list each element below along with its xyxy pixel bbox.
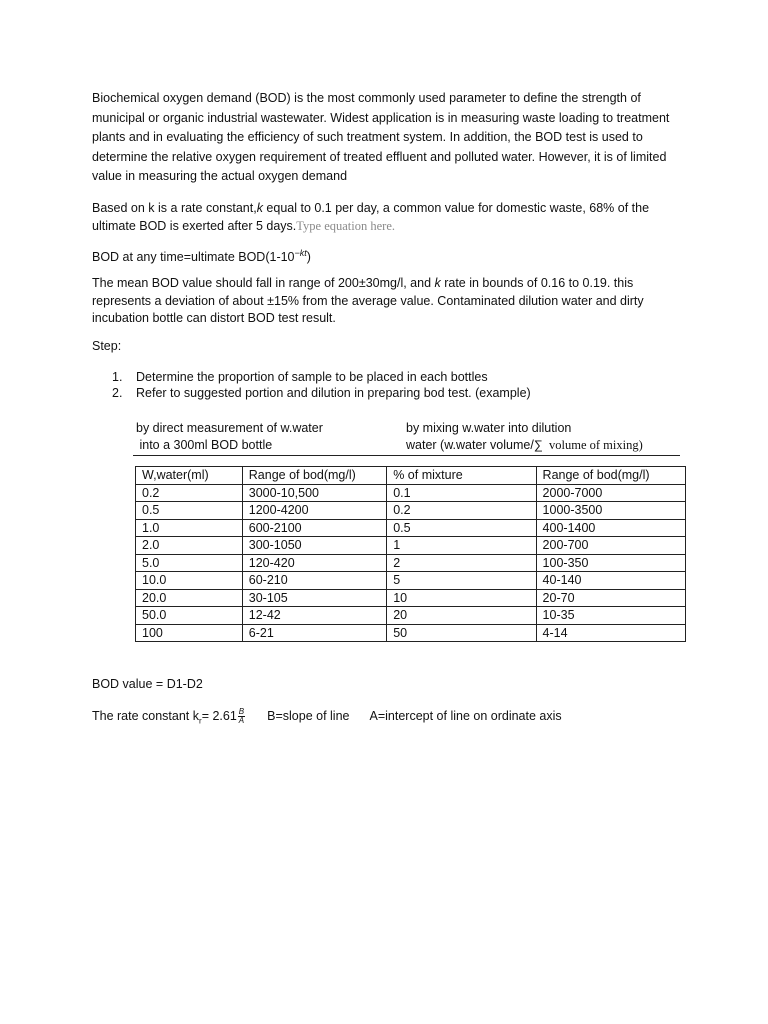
table-row — [136, 554, 686, 572]
table-cell: 50 — [387, 624, 536, 642]
sum-symbol: ∑ — [533, 438, 543, 452]
table-cell: 1000-3500 — [536, 502, 685, 520]
table-cell: 1200-4200 — [242, 502, 386, 520]
equation-placeholder[interactable]: Type equation here. — [296, 218, 396, 233]
heading-line: into a 300ml BOD bottle — [136, 438, 273, 452]
column-header: % of mixture — [387, 467, 536, 485]
mean-text-3: rate in bounds of 0.16 to 0.19. this represents a deviation of about — [92, 276, 634, 308]
heading-line: water (w.water volume/ — [406, 438, 534, 452]
rate-text: The rate constant k — [92, 708, 200, 723]
rate-subscript: r — [199, 716, 202, 726]
table-cell: 0.5 — [136, 502, 243, 520]
heading-line: volume of mixing) — [542, 438, 643, 452]
plus-minus-symbol: ± — [267, 293, 274, 308]
bod-any-time-formula — [92, 244, 311, 266]
table-row — [136, 484, 686, 502]
list-item — [112, 369, 672, 385]
table-cell: 12-42 — [242, 607, 386, 625]
mixing-heading — [406, 420, 643, 454]
table-cell: 5 — [387, 572, 536, 590]
mean-bod-paragraph — [92, 275, 672, 328]
step-text: Determine the proportion of sample to be placed in each bottles — [136, 370, 488, 384]
column-header: W,water(ml) — [136, 467, 243, 485]
based-text-2: equal to 0.1 per day, a common value for domestic waste, 68% of the ultimate BOD is exerted after 5 days. — [92, 201, 650, 233]
table-cell: 400-1400 — [536, 519, 685, 537]
column-header: Range of bod(mg/l) — [242, 467, 386, 485]
plus-minus-symbol: ± — [358, 276, 366, 290]
table-cell: 3000-10,500 — [242, 484, 386, 502]
table-cell: 2.0 — [136, 537, 243, 555]
divider — [133, 455, 680, 456]
table-header-row — [136, 467, 686, 485]
heading-line: by mixing w.water into dilution — [406, 421, 572, 435]
table-cell: 20.0 — [136, 589, 243, 607]
mean-text-4: 15% from the average value. Contaminated dilution water and dirty incubation bottle can distort BOD test result. — [92, 293, 644, 325]
table-row — [136, 624, 686, 642]
fraction-numerator: B — [238, 707, 245, 716]
table-cell: 20 — [387, 607, 536, 625]
table-cell: 5.0 — [136, 554, 243, 572]
mean-text-1: The mean BOD value should fall in range of 200 — [92, 276, 359, 290]
table-row — [136, 502, 686, 520]
table-row — [136, 519, 686, 537]
table-cell: 6-21 — [242, 624, 386, 642]
table-cell: 50.0 — [136, 607, 243, 625]
bod-value-formula: BOD value = D1-D2 — [92, 677, 203, 691]
table-cell: 10.0 — [136, 572, 243, 590]
table-cell: 300-1050 — [242, 537, 386, 555]
table-cell: 0.2 — [387, 502, 536, 520]
bod-formula-exponent: −kt — [294, 248, 307, 258]
k-symbol: k — [434, 276, 441, 290]
dilution-table — [135, 466, 686, 642]
k-symbol: k — [256, 201, 263, 215]
step-text: Refer to suggested portion and dilution in preparing bod test. (example) — [136, 386, 531, 400]
table-cell: 40-140 — [536, 572, 685, 590]
bod-formula-prefix: BOD at any time=ultimate BOD(1-10 — [92, 250, 295, 265]
intercept-definition: A=intercept of line on ordinate axis — [369, 708, 562, 723]
table-cell: 0.5 — [387, 519, 536, 537]
table-row — [136, 537, 686, 555]
rate-constant-formula — [92, 708, 562, 725]
step-number: 2. — [112, 386, 123, 400]
heading-line: by direct measurement of w.water — [136, 421, 323, 435]
table-cell: 600-2100 — [242, 519, 386, 537]
fraction — [238, 708, 245, 725]
rate-constant-paragraph — [92, 200, 672, 235]
table-cell: 0.1 — [387, 484, 536, 502]
table-cell: 0.2 — [136, 484, 243, 502]
table-cell: 2 — [387, 554, 536, 572]
table-cell: 200-700 — [536, 537, 685, 555]
intro-paragraph: Biochemical oxygen demand (BOD) is the most commonly used parameter to define the strength of municipal or organic industrial wastewater. Widest application is in measuring waste loading to treatment plants and in evaluating the efficiency of such treatment system. In addition, the BOD test is used to determine the relative oxygen requirement of treated effluent and polluted water. However, it is of limited value in measuring the actual oxygen demand — [92, 91, 670, 183]
rate-text: = 2.61 — [201, 708, 237, 723]
list-item — [112, 385, 672, 401]
table-cell: 4-14 — [536, 624, 685, 642]
table-cell: 10 — [387, 589, 536, 607]
table-cell: 100-350 — [536, 554, 685, 572]
slope-definition: B=slope of line — [267, 708, 350, 723]
table-cell: 120-420 — [242, 554, 386, 572]
table-row — [136, 607, 686, 625]
table-cell: 10-35 — [536, 607, 685, 625]
table-cell: 2000-7000 — [536, 484, 685, 502]
steps-list — [112, 369, 672, 401]
table-cell: 20-70 — [536, 589, 685, 607]
table-cell: 1.0 — [136, 519, 243, 537]
direct-measurement-heading — [136, 420, 323, 454]
based-text-1: Based on k is a rate constant, — [92, 201, 257, 215]
fraction-denominator: A — [238, 716, 245, 725]
step-number: 1. — [112, 370, 123, 384]
bod-formula-suffix: ) — [306, 250, 311, 265]
step-heading: Step: — [92, 339, 122, 353]
table-cell: 60-210 — [242, 572, 386, 590]
column-header: Range of bod(mg/l) — [536, 467, 685, 485]
table-row — [136, 572, 686, 590]
table-cell: 30-105 — [242, 589, 386, 607]
table-row — [136, 589, 686, 607]
mean-text-2: 30mg/l, and — [365, 276, 435, 290]
table-cell: 100 — [136, 624, 243, 642]
table-cell: 1 — [387, 537, 536, 555]
